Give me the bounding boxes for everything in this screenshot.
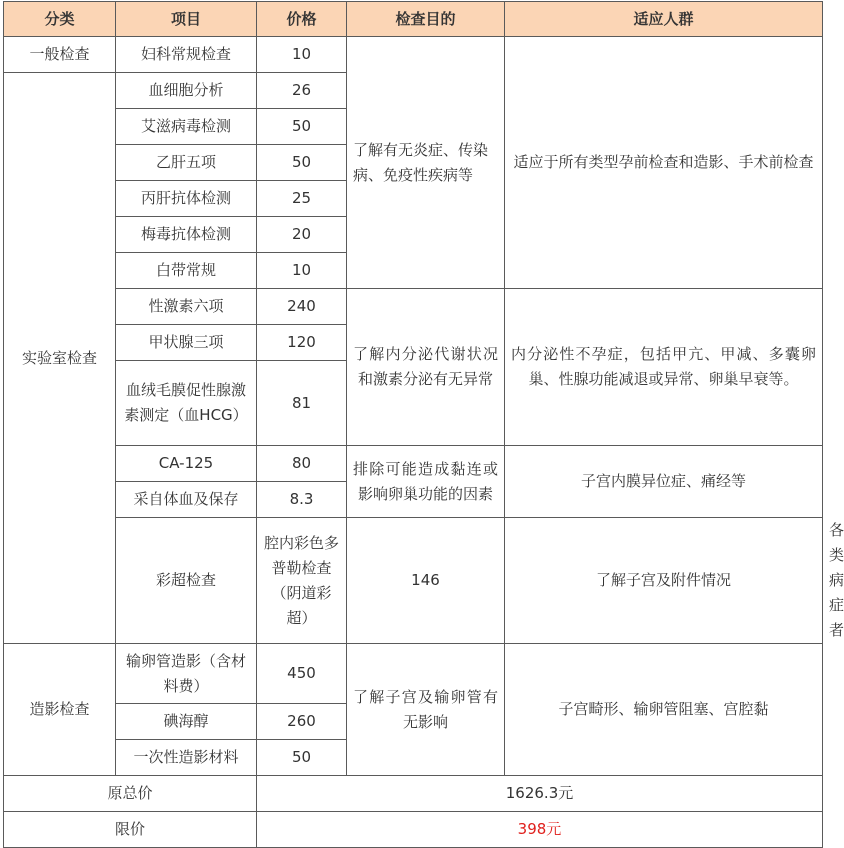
limit-price-value: 398元 — [257, 812, 823, 848]
purpose-cell: 了解子宫及输卵管有无影响 — [347, 644, 505, 776]
price-table — [3, 1, 844, 848]
purpose-cell: 排除可能造成黏连或影响卵巢功能的因素 — [347, 446, 505, 518]
header-category: 分类 — [4, 2, 116, 37]
item-name: 采自体血及保存 — [116, 482, 257, 518]
limit-price-row — [4, 812, 823, 848]
category-cell: 一般检查 — [4, 37, 116, 73]
item-name: 乙肝五项 — [116, 145, 257, 181]
item-name: 血细胞分析 — [116, 73, 257, 109]
people-cell: 内分泌性不孕症，包括甲亢、甲减、多囊卵巢、性腺功能减退或异常、卵巢早衰等。 — [505, 289, 823, 446]
category-cell: 彩超检查 — [116, 518, 257, 644]
table-row: 彩超检查 腔内彩色多普勒检查（阴道彩超） 146 了解子宫及附件情况 各类病症者 — [4, 518, 823, 644]
item-price: 50 — [257, 109, 347, 145]
purpose-cell: 了解有无炎症、传染病、免疫性疾病等 — [347, 37, 505, 289]
item-price: 10 — [257, 253, 347, 289]
item-name: CA-125 — [116, 446, 257, 482]
item-price: 50 — [257, 145, 347, 181]
item-price: 26 — [257, 73, 347, 109]
item-price: 260 — [257, 704, 347, 740]
item-name: 白带常规 — [116, 253, 257, 289]
limit-price-label: 限价 — [4, 812, 257, 848]
table-row — [4, 289, 823, 325]
item-price: 240 — [257, 289, 347, 325]
people-cell: 子宫内膜异位症、痛经等 — [505, 446, 823, 518]
header-purpose: 检查目的 — [347, 2, 505, 37]
item-price: 120 — [257, 325, 347, 361]
header-row — [4, 2, 823, 37]
original-total-value: 1626.3元 — [257, 776, 823, 812]
purpose-cell: 了解内分泌代谢状况和激素分泌有无异常 — [347, 289, 505, 446]
people-cell: 适应于所有类型孕前检查和造影、手术前检查 — [505, 37, 823, 289]
item-name: 腔内彩色多普勒检查（阴道彩超） — [257, 518, 347, 644]
item-price: 81 — [257, 361, 347, 446]
item-price: 146 — [347, 518, 505, 644]
header-people: 适应人群 — [505, 2, 823, 37]
item-price: 450 — [257, 644, 347, 704]
original-total-label: 原总价 — [4, 776, 257, 812]
item-name: 输卵管造影（含材料费） — [116, 644, 257, 704]
item-price: 50 — [257, 740, 347, 776]
item-name: 性激素六项 — [116, 289, 257, 325]
original-total-row — [4, 776, 823, 812]
header-price: 价格 — [257, 2, 347, 37]
header-item: 项目 — [116, 2, 257, 37]
item-price: 20 — [257, 217, 347, 253]
table-row — [4, 446, 823, 482]
item-name: 艾滋病毒检测 — [116, 109, 257, 145]
category-cell: 实验室检查 — [4, 73, 116, 644]
category-cell: 造影检查 — [4, 644, 116, 776]
item-name: 一次性造影材料 — [116, 740, 257, 776]
people-cell: 子宫畸形、输卵管阻塞、宫腔黏 — [505, 644, 823, 776]
item-name: 血绒毛膜促性腺激素测定（血HCG） — [116, 361, 257, 446]
item-name: 丙肝抗体检测 — [116, 181, 257, 217]
item-name: 甲状腺三项 — [116, 325, 257, 361]
item-price: 25 — [257, 181, 347, 217]
table-row — [4, 644, 823, 704]
item-price: 10 — [257, 37, 347, 73]
item-price: 8.3 — [257, 482, 347, 518]
table-row — [4, 37, 823, 73]
item-price: 80 — [257, 446, 347, 482]
purpose-cell: 了解子宫及附件情况 — [505, 518, 823, 644]
item-name: 梅毒抗体检测 — [116, 217, 257, 253]
item-name: 碘海醇 — [116, 704, 257, 740]
item-name: 妇科常规检查 — [116, 37, 257, 73]
